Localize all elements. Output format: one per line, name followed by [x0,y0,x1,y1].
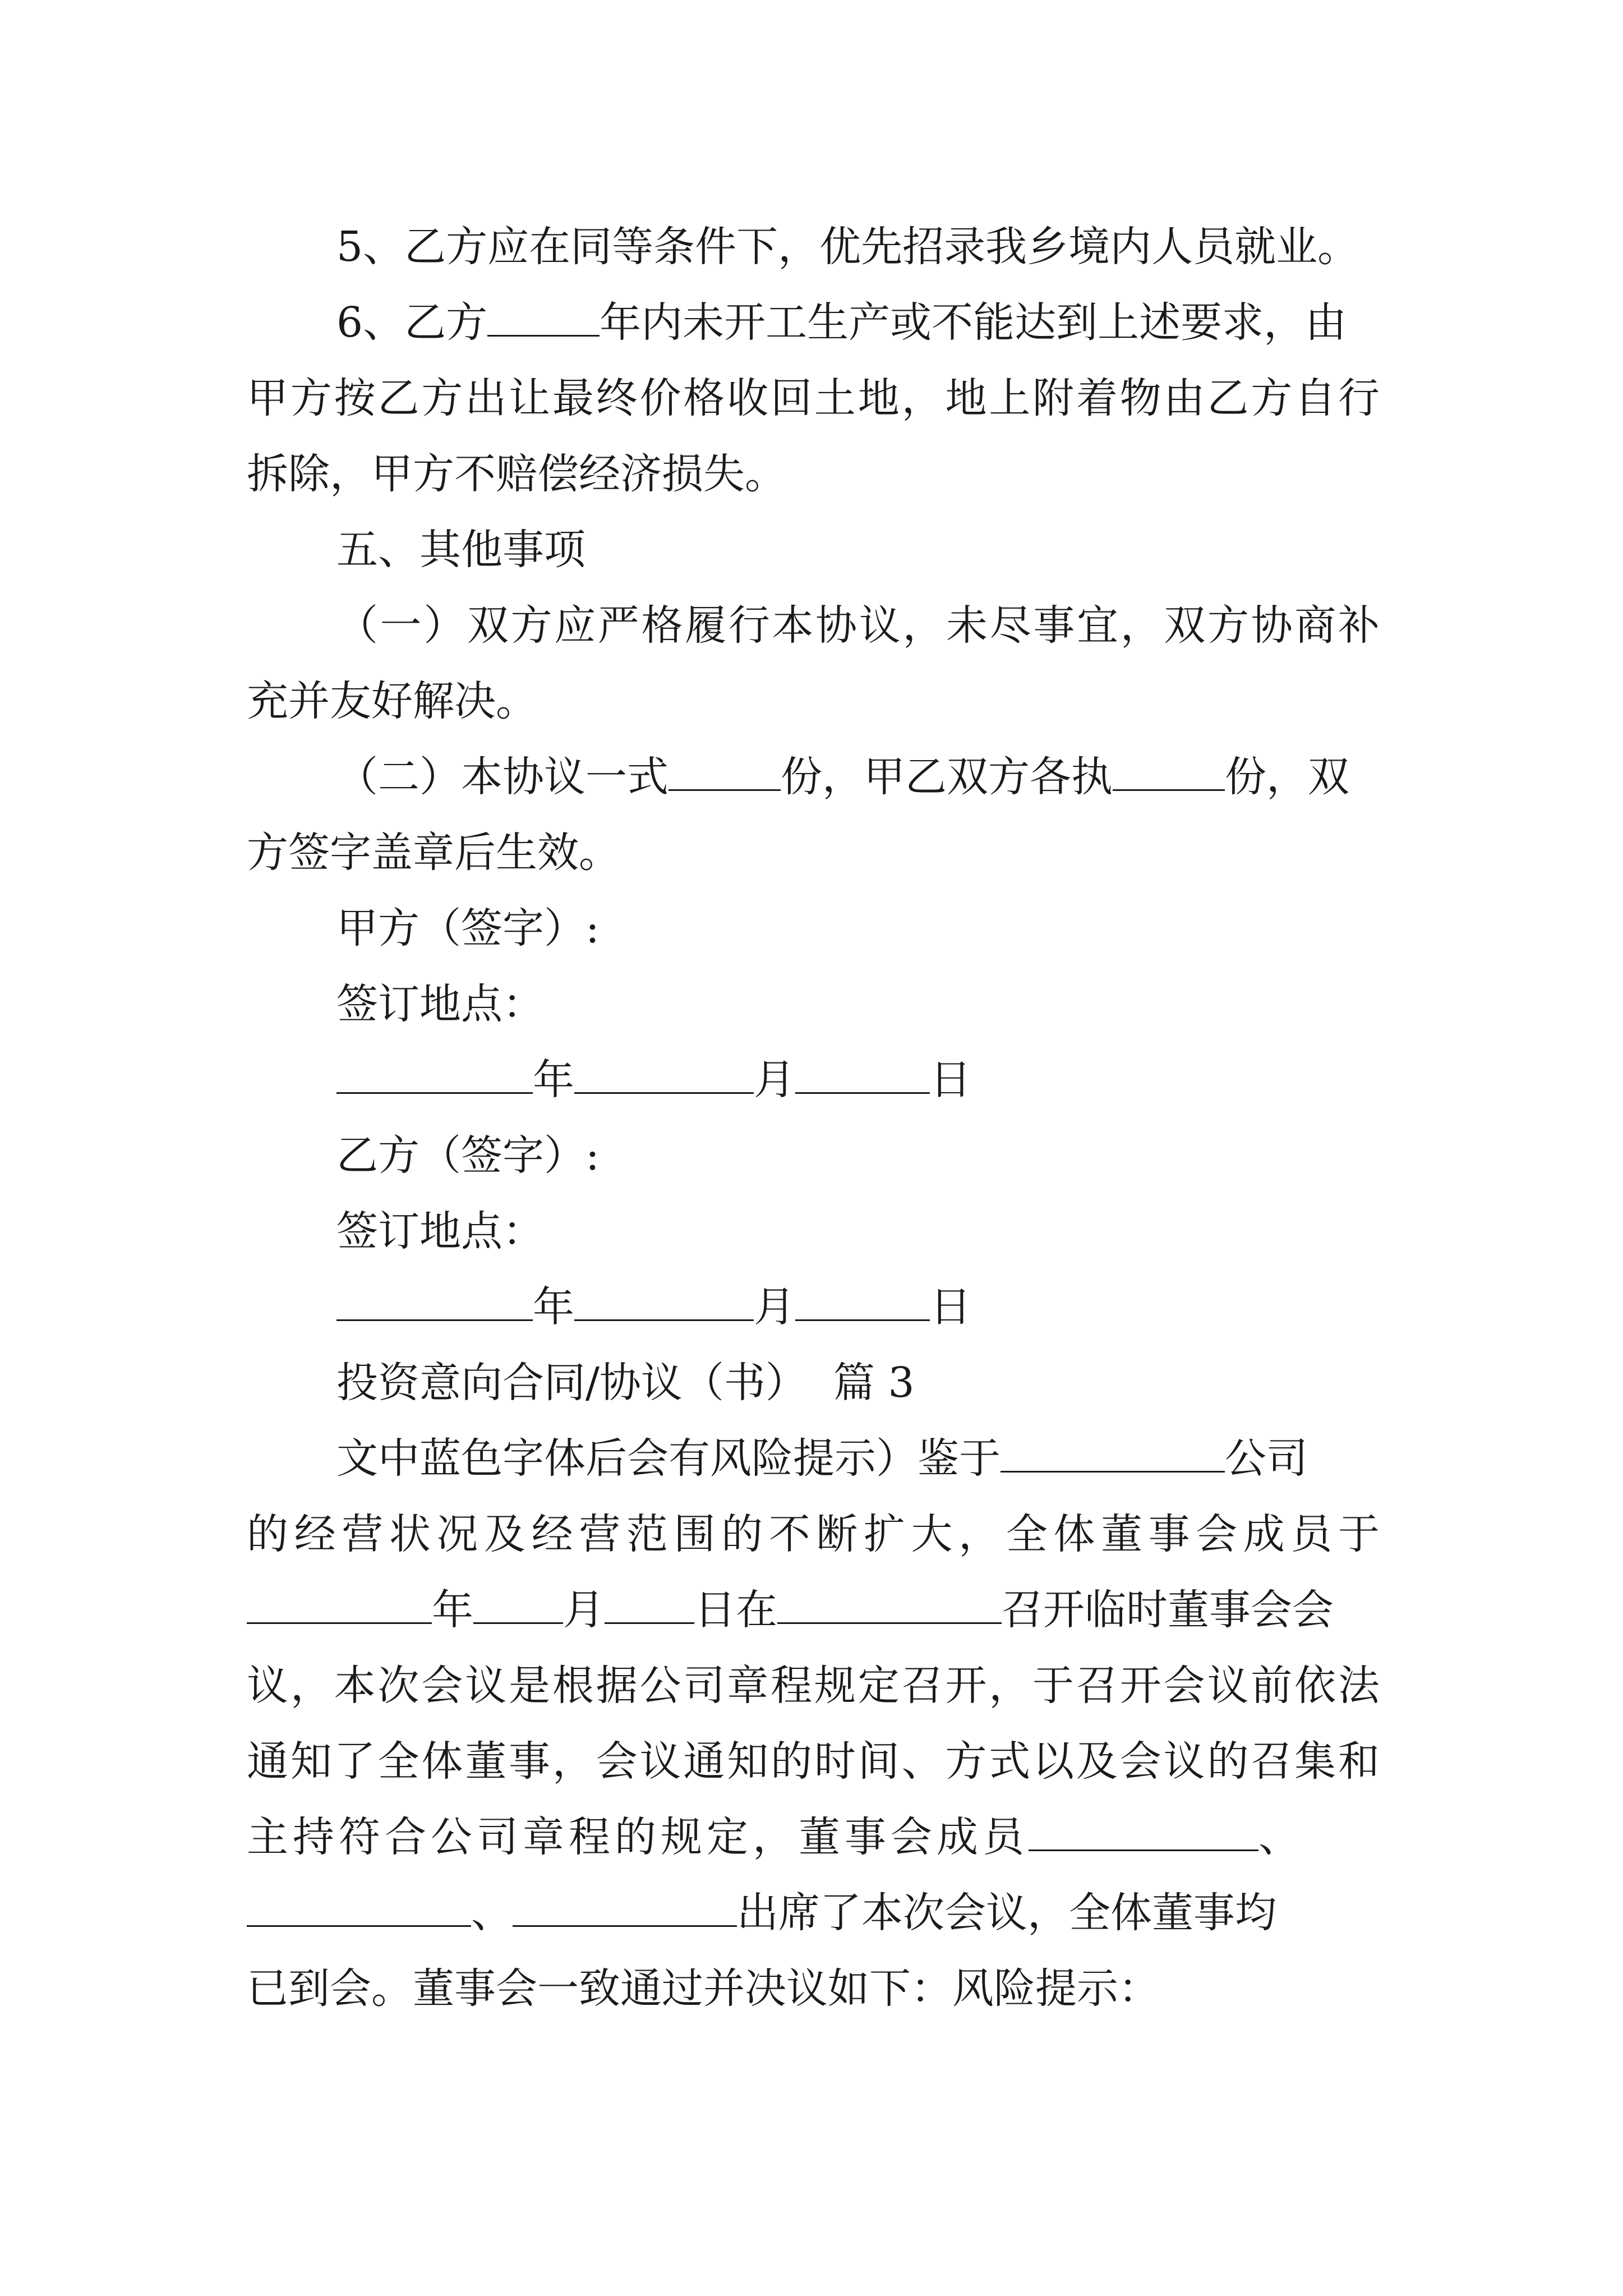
resolution-text-d: 主持符合公司章程的规定，董事会成员 [247,1813,1029,1861]
month-label-a: 月 [754,1056,795,1104]
year-label-b: 年 [533,1283,574,1331]
resolution-line-6 [247,1809,1300,1865]
blank-month-a [574,1057,754,1094]
item-2-text-c: 份，双 [1225,753,1349,801]
resolution-line-8: 已到会。董事会一致通过并决议如下：风险提示： [247,1964,1160,2013]
year-label-a: 年 [533,1056,574,1104]
day-label-a: 日 [930,1056,971,1104]
blank-month-b [574,1285,754,1321]
clause-6-line-3: 拆除，甲方不赔偿经济损失。 [247,450,786,498]
blank-director-2 [247,1890,471,1927]
resolution-line-4: 议，本次会议是根据公司章程规定召开，于召开会议前依法 [247,1662,1380,1710]
party-b-date [336,1279,971,1335]
resolution-text-b: 公司 [1225,1434,1308,1483]
blank-copies-each [1113,754,1225,791]
clause-6-line-2: 甲方按乙方出让最终价格收回土地，地上附着物由乙方自行 [247,374,1380,422]
party-a-signature: 甲方（签字）: [336,904,600,953]
blank-director-3 [513,1890,737,1927]
resolution-text-e: 出席了本次会议，全体董事均 [737,1889,1276,1937]
meeting-year-label: 年 [432,1586,473,1634]
blank-meeting-year [247,1588,432,1624]
resolution-text-c: 召开临时董事会会 [1002,1586,1334,1634]
clause-6-line-1 [336,295,1347,351]
clause-6-text: 年内未开工生产或不能达到上述要求，由 [600,298,1347,347]
clause-6-prefix: 6、乙方 [336,298,488,347]
separator-1: 、 [1258,1813,1300,1861]
item-2-line-2: 方签字盖章后生效。 [247,829,620,877]
clause-5: 5、乙方应在同等条件下，优先招录我乡境内人员就业。 [336,223,1359,271]
resolution-line-1 [336,1430,1308,1487]
blank-meeting-place [777,1588,1002,1624]
resolution-text-a: 文中蓝色字体后会有风险提示）鉴于 [336,1434,1000,1483]
party-b-place: 签订地点： [336,1207,544,1255]
party-a-date [336,1052,971,1108]
party-a-place: 签订地点： [336,980,544,1028]
item-1-line-1: （一）双方应严格履行本协议，未尽事宜，双方协商补 [336,601,1380,650]
blank-meeting-month [473,1588,563,1624]
blank-day-a [795,1057,930,1094]
month-label-b: 月 [754,1283,795,1331]
resolution-line-2: 的经营状况及经营范围的不断扩大，全体董事会成员于 [247,1510,1380,1558]
item-2-text-a: （二）本协议一式 [336,753,668,801]
resolution-line-5: 通知了全体董事，会议通知的时间、方式以及会议的召集和 [247,1737,1380,1786]
blank-year-b [336,1285,533,1321]
party-b-signature: 乙方（签字）: [336,1131,600,1180]
section-heading-other: 五、其他事项 [336,526,585,574]
blank-company-name [1000,1436,1225,1473]
blank-meeting-day [605,1588,694,1624]
separator-2: 、 [471,1889,513,1937]
blank-director-1 [1029,1815,1258,1851]
item-1-line-2: 充并友好解决。 [247,677,537,725]
blank-day-b [795,1285,930,1321]
blank-year-a [336,1057,533,1094]
blank-copies-total [668,754,781,791]
section-title: 投资意向合同/协议（书） 篇 3 [336,1359,915,1407]
day-label-b: 日 [930,1283,971,1331]
resolution-line-3 [247,1582,1334,1638]
resolution-line-7 [247,1885,1276,1941]
blank-years [487,300,600,337]
meeting-month-label: 月 [563,1586,605,1634]
item-2-text-b: 份，甲乙双方各执 [781,753,1113,801]
item-2-line-1 [336,749,1349,805]
meeting-day-label: 日在 [694,1586,777,1634]
